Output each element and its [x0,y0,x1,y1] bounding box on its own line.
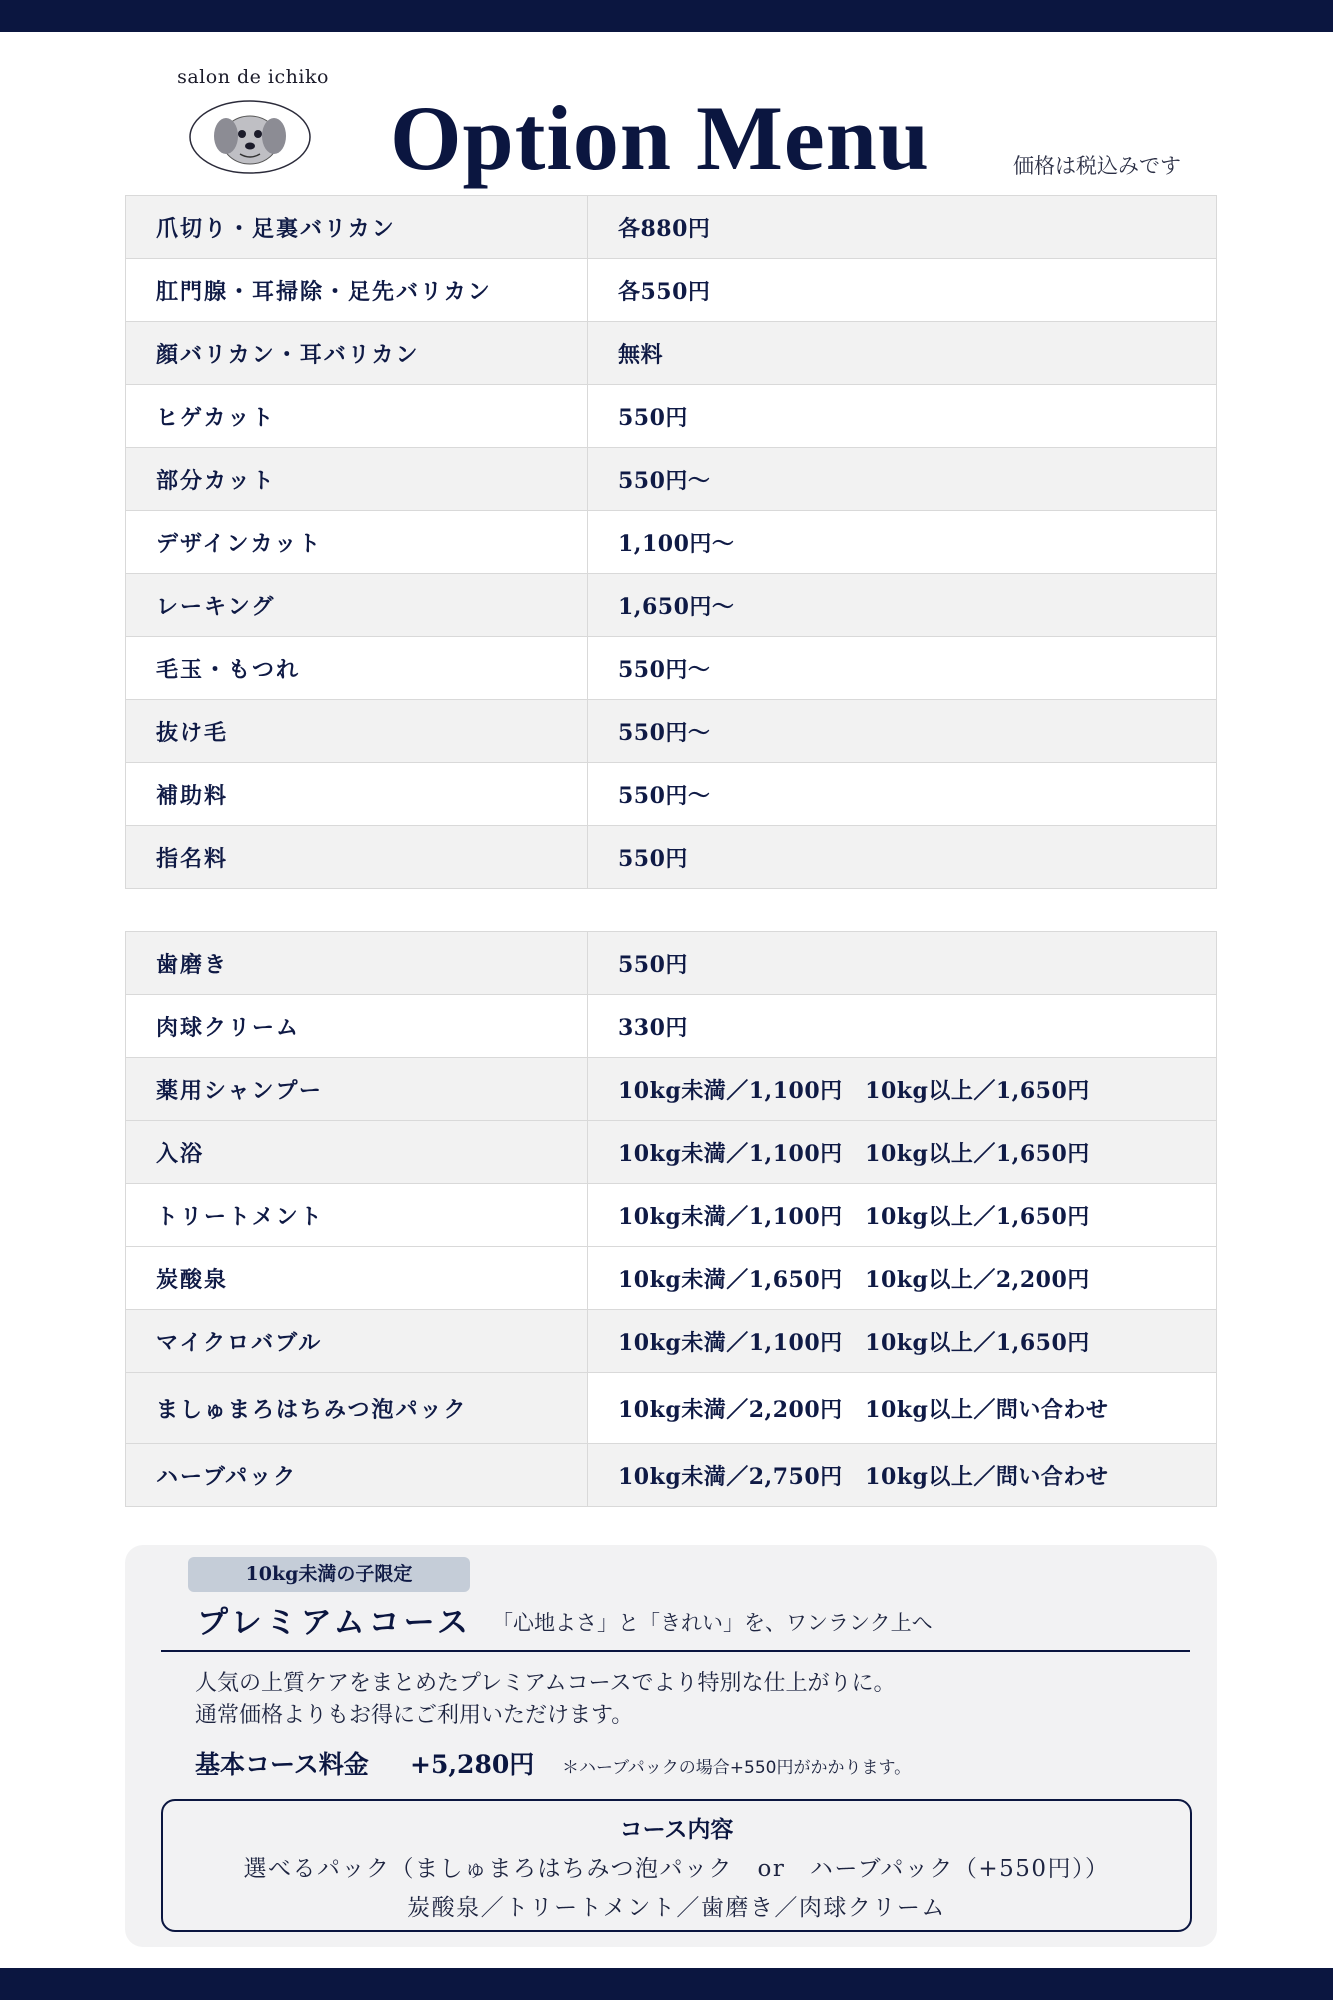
table-row [126,700,1217,763]
option-name: 補助料 [126,763,588,826]
option-name: 毛玉・もつれ [126,637,588,700]
table-row [126,259,1217,322]
option-price: 550円～ [588,448,1217,511]
logo-text: salon de ichiko [177,66,329,88]
option-name: 爪切り・足裏バリカン [126,196,588,259]
option-price: 10kg未満／1,650円 10kg以上／2,200円 [588,1247,1217,1310]
table-row [126,448,1217,511]
table-row [126,1310,1217,1373]
option-price: 10kg未満／2,200円 10kg以上／問い合わせ [588,1373,1217,1444]
option-name: 炭酸泉 [126,1247,588,1310]
option-price: 各880円 [588,196,1217,259]
course-contents-heading: コース内容 [619,1816,734,1843]
option-price: 1,100円～ [588,511,1217,574]
dog-portrait-icon [188,98,312,176]
table-row [126,1247,1217,1310]
description-line: 通常価格よりもお得にご利用いただけます。 [195,1703,634,1728]
option-name: ヒゲカット [126,385,588,448]
option-name: トリートメント [126,1184,588,1247]
table-row [126,1444,1217,1507]
option-price: 550円 [588,385,1217,448]
option-name: 抜け毛 [126,700,588,763]
page-title: Option Menu [390,87,931,189]
premium-course-title: プレミアムコース [197,1605,473,1641]
table-row [126,763,1217,826]
premium-description [195,1668,895,1732]
description-line: 人気の上質ケアをまとめたプレミアムコースでより特別な仕上がりに。 [195,1671,896,1696]
bottom-banner-bar [0,1968,1333,2000]
option-name: 肛門腺・耳掃除・足先バリカン [126,259,588,322]
option-price: 1,650円～ [588,574,1217,637]
option-price: 550円～ [588,700,1217,763]
table-row [126,1058,1217,1121]
table-row [126,995,1217,1058]
table-row [126,385,1217,448]
option-name: レーキング [126,574,588,637]
option-price: 各550円 [588,259,1217,322]
option-price-table-basic [125,195,1217,889]
option-name: デザインカット [126,511,588,574]
table-row [126,1184,1217,1247]
table-row [126,196,1217,259]
option-price: 10kg未満／1,100円 10kg以上／1,650円 [588,1184,1217,1247]
option-price: 10kg未満／1,100円 10kg以上／1,650円 [588,1058,1217,1121]
option-price: 10kg未満／1,100円 10kg以上／1,650円 [588,1310,1217,1373]
table-row [126,1121,1217,1184]
divider [161,1650,1190,1652]
option-name: マイクロバブル [126,1310,588,1373]
table-row [126,574,1217,637]
option-price: 550円～ [588,763,1217,826]
option-name: ましゅまろはちみつ泡パック [126,1373,588,1444]
course-contents-line: 選べるパック（ましゅまろはちみつ泡パック or ハーブパック（+550円）） [243,1856,1110,1882]
option-name: 歯磨き [126,932,588,995]
option-name: 肉球クリーム [126,995,588,1058]
option-price: 550円～ [588,637,1217,700]
option-price: 330円 [588,995,1217,1058]
course-contents-box [161,1799,1192,1932]
option-price: 無料 [588,322,1217,385]
base-price-label: 基本コース料金 [195,1750,369,1779]
top-banner-bar [0,0,1333,32]
table-row [126,826,1217,889]
option-price: 550円 [588,932,1217,995]
option-price: 10kg未満／2,750円 10kg以上／問い合わせ [588,1444,1217,1507]
option-name: 入浴 [126,1121,588,1184]
option-name: ハーブパック [126,1444,588,1507]
premium-course-tagline: 「心地よさ」と「きれい」を、ワンランク上へ [492,1611,933,1635]
table-row [126,322,1217,385]
price-footnote: ＊ハーブパックの場合+550円がかかります。 [562,1758,912,1778]
option-price-table-care [125,931,1217,1507]
table-row [126,1373,1217,1444]
option-name: 指名料 [126,826,588,889]
option-price: 550円 [588,826,1217,889]
base-price-value: +5,280円 [410,1750,535,1779]
option-name: 顔バリカン・耳バリカン [126,322,588,385]
tax-note: 価格は税込みです [1013,154,1181,178]
table-row [126,511,1217,574]
course-contents-line: 炭酸泉／トリートメント／歯磨き／肉球クリーム [407,1895,946,1921]
option-name: 部分カット [126,448,588,511]
table-row [126,932,1217,995]
restriction-badge: 10kg未満の子限定 [188,1557,470,1592]
premium-course-panel [125,1545,1217,1947]
option-price: 10kg未満／1,100円 10kg以上／1,650円 [588,1121,1217,1184]
table-row [126,637,1217,700]
salon-logo [168,62,338,182]
option-name: 薬用シャンプー [126,1058,588,1121]
